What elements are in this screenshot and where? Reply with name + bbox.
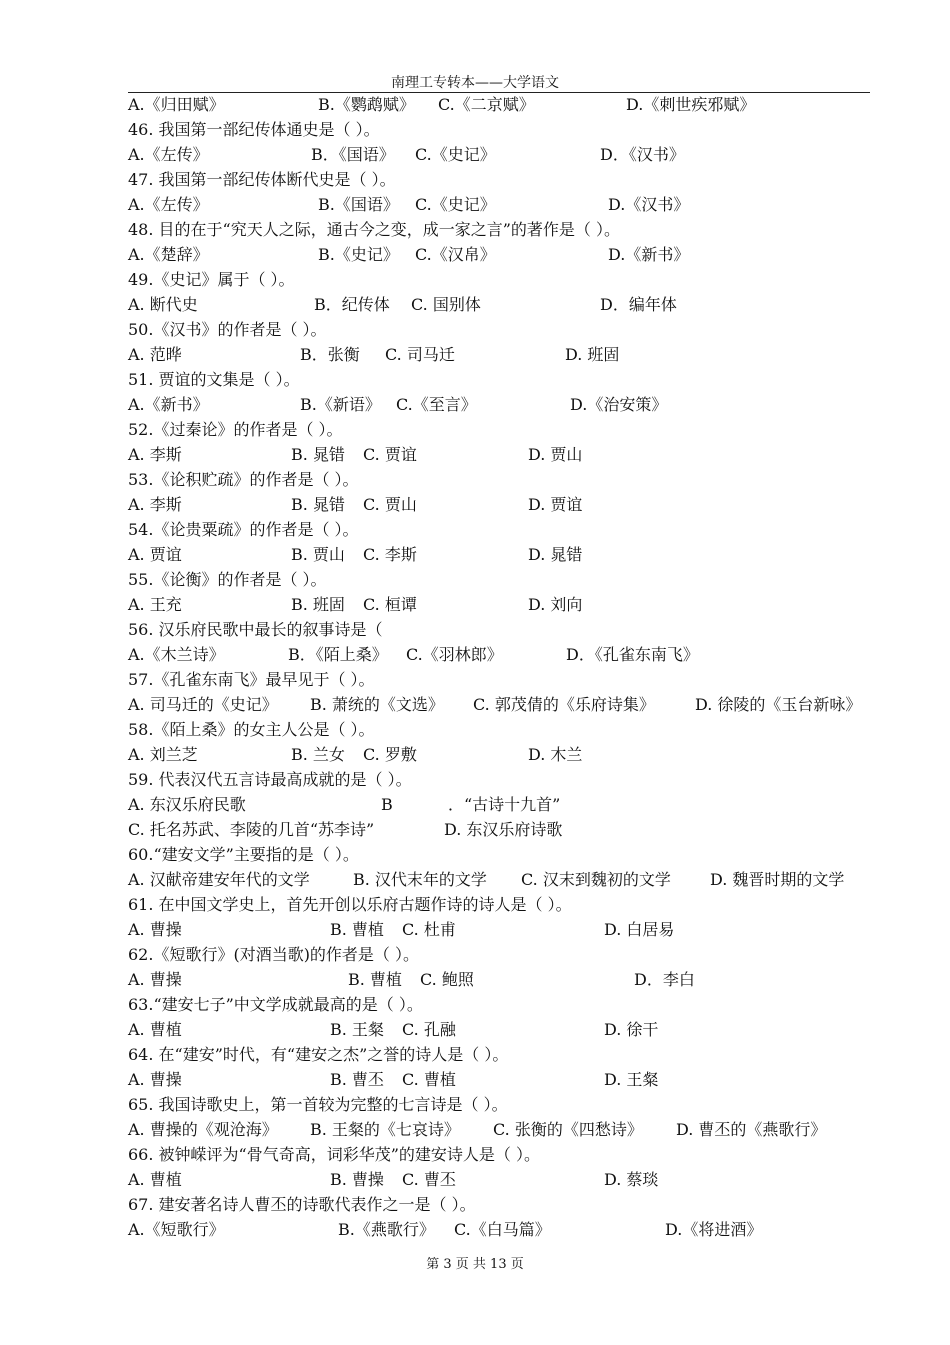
answer-options-row <box>128 292 888 317</box>
answer-options-row <box>128 92 888 117</box>
answer-option: C.《史记》 <box>415 195 496 214</box>
answer-options-row <box>128 1067 888 1092</box>
answer-options-row <box>128 542 888 567</box>
answer-option: B.《燕歌行》 <box>338 1220 435 1239</box>
answer-option: B. 班固 <box>291 595 345 614</box>
answer-option: A.《左传》 <box>128 145 209 164</box>
answer-option: C. 罗敷 <box>363 745 417 764</box>
answer-option: B. 王粲 <box>330 1020 384 1039</box>
question-text: 48. 目的在于“究天人之际，通古今之变，成一家之言”的著作是（ ）。 <box>128 220 620 239</box>
answer-option: C. 托名苏武、李陵的几首“苏李诗” <box>128 820 375 839</box>
answer-option: D.《新书》 <box>608 245 690 264</box>
answer-option: D.《治安策》 <box>570 395 668 414</box>
answer-option: A. 汉献帝建安年代的文学 <box>128 870 310 889</box>
answer-option: A.《左传》 <box>128 195 209 214</box>
answer-option: D. 王粲 <box>604 1070 659 1089</box>
question-text: 50.《汉书》的作者是（ ）。 <box>128 320 327 339</box>
answer-option: A.《楚辞》 <box>128 245 209 264</box>
question-text: 65. 我国诗歌史上，第一首较为完整的七言诗是（ ）。 <box>128 1095 508 1114</box>
answer-option: D.《刺世疾邪赋》 <box>626 95 756 114</box>
question-text: 47. 我国第一部纪传体断代史是（ ）。 <box>128 170 396 189</box>
answer-option: C. 李斯 <box>363 545 417 564</box>
answer-option: B. 曹操 <box>330 1170 384 1189</box>
answer-option: ．“古诗十九首” <box>448 795 561 814</box>
answer-option: B. 曹植 <box>330 920 384 939</box>
question-text: 46. 我国第一部纪传体通史是（ ）。 <box>128 120 380 139</box>
answer-option: B. 曹丕 <box>330 1070 384 1089</box>
answer-option: C.《白马篇》 <box>454 1220 551 1239</box>
answer-options-row <box>128 1167 888 1192</box>
answer-option: C.《至言》 <box>396 395 477 414</box>
question-list <box>128 92 888 1242</box>
answer-option: B. 汉代末年的文学 <box>353 870 487 889</box>
answer-option: C. 贾山 <box>363 495 417 514</box>
answer-options-row <box>128 392 888 417</box>
answer-options-row <box>128 592 888 617</box>
question-text: 56. 汉乐府民歌中最长的叙事诗是（ <box>128 620 383 639</box>
answer-option: C. 曹丕 <box>402 1170 456 1189</box>
answer-option: D．编年体 <box>600 295 677 314</box>
answer-option: A. 曹操 <box>128 970 182 989</box>
answer-option: B. 晁错 <box>291 445 345 464</box>
answer-option: D. 晁错 <box>528 545 583 564</box>
answer-option: B <box>381 795 393 814</box>
answer-option: A.《归田赋》 <box>128 95 225 114</box>
answer-option: D．《孔雀东南飞》 <box>566 645 699 664</box>
answer-option: D. 班固 <box>565 345 620 364</box>
answer-option: C. 汉末到魏初的文学 <box>521 870 671 889</box>
page-header: 南理工专转本——大学语文 <box>391 75 559 91</box>
answer-option: C. 国别体 <box>411 295 481 314</box>
answer-option: D. 魏晋时期的文学 <box>710 870 845 889</box>
answer-options-row <box>128 1117 888 1142</box>
answer-option: A. 范晔 <box>128 345 182 364</box>
answer-option: D. 贾山 <box>528 445 583 464</box>
answer-option: B. 兰女 <box>291 745 345 764</box>
answer-option: A.《短歌行》 <box>128 1220 225 1239</box>
answer-option: A. 曹操 <box>128 1070 182 1089</box>
answer-option: A. 东汉乐府民歌 <box>128 795 246 814</box>
answer-option: B．张衡 <box>300 345 360 364</box>
answer-option: D.《将进酒》 <box>665 1220 763 1239</box>
answer-option: C.《羽林郎》 <box>406 645 503 664</box>
answer-option: A. 贾谊 <box>128 545 182 564</box>
answer-option: C. 孔融 <box>402 1020 456 1039</box>
answer-options-row <box>128 1217 888 1242</box>
answer-option: C.《汉帛》 <box>415 245 496 264</box>
answer-option: A. 刘兰芝 <box>128 745 198 764</box>
answer-option: D. 木兰 <box>528 745 583 764</box>
question-text: 55.《论衡》的作者是（ ）。 <box>128 570 327 589</box>
answer-option: D. 徐干 <box>604 1020 659 1039</box>
answer-options-row <box>128 192 888 217</box>
answer-option: B．《陌上桑》 <box>288 645 388 664</box>
question-text: 58.《陌上桑》的女主人公是（ ）。 <box>128 720 375 739</box>
answer-option: A. 曹操的《观沧海》 <box>128 1120 278 1139</box>
answer-option: B. 萧统的《文选》 <box>310 695 444 714</box>
answer-options-row <box>128 917 888 942</box>
question-text: 54.《论贵粟疏》的作者是（ ）。 <box>128 520 359 539</box>
question-text: 60.“建安文学”主要指的是（ ）。 <box>128 845 359 864</box>
question-text: 51. 贾谊的文集是（ ）。 <box>128 370 300 389</box>
answer-option: B．纪传体 <box>314 295 390 314</box>
answer-option: D. 徐陵的《玉台新咏》 <box>695 695 862 714</box>
answer-option: C. 贾谊 <box>363 445 417 464</box>
question-text: 63.“建安七子”中文学成就最高的是（ ）。 <box>128 995 423 1014</box>
answer-option: B.《史记》 <box>318 245 399 264</box>
answer-option: B.《新语》 <box>300 395 381 414</box>
answer-option: D.《汉书》 <box>608 195 690 214</box>
answer-option: B. 贾山 <box>291 545 345 564</box>
answer-option: B．《国语》 <box>311 145 395 164</box>
question-text: 59. 代表汉代五言诗最高成就的是（ ）。 <box>128 770 412 789</box>
answer-options-row <box>128 967 888 992</box>
answer-options-row <box>128 242 888 267</box>
answer-option: C. 张衡的《四愁诗》 <box>493 1120 643 1139</box>
answer-option: D. 东汉乐府诗歌 <box>444 820 563 839</box>
answer-option: D．《汉书》 <box>600 145 685 164</box>
answer-options-row <box>128 792 888 817</box>
answer-option: C. 司马迁 <box>385 345 455 364</box>
answer-option: D. 刘向 <box>528 595 583 614</box>
answer-option: B. 晁错 <box>291 495 345 514</box>
question-text: 52.《过秦论》的作者是（ ）。 <box>128 420 343 439</box>
answer-option: B. 王粲的《七哀诗》 <box>310 1120 460 1139</box>
answer-option: A.《木兰诗》 <box>128 645 225 664</box>
answer-options-row <box>128 492 888 517</box>
answer-option: A.《新书》 <box>128 395 209 414</box>
question-text: 64. 在“建安”时代，有“建安之杰”之誉的诗人是（ ）。 <box>128 1045 509 1064</box>
page-footer: 第 3 页 共 13 页 <box>426 1257 524 1272</box>
answer-option: C. 桓谭 <box>363 595 417 614</box>
answer-options-row <box>128 1017 888 1042</box>
answer-option: D. 贾谊 <box>528 495 583 514</box>
answer-option: C. 鲍照 <box>420 970 474 989</box>
question-text: 67. 建安著名诗人曹丕的诗歌代表作之一是（ ）。 <box>128 1195 476 1214</box>
answer-option: C. 曹植 <box>402 1070 456 1089</box>
answer-options-row <box>128 742 888 767</box>
answer-options-row <box>128 442 888 467</box>
question-text: 66. 被钟嵘评为“骨气奇高，词彩华茂”的建安诗人是（ ）。 <box>128 1145 540 1164</box>
answer-option: C. 郭茂倩的《乐府诗集》 <box>473 695 655 714</box>
answer-option: B.《国语》 <box>318 195 399 214</box>
question-text: 53.《论积贮疏》的作者是（ ）。 <box>128 470 359 489</box>
answer-option: C.《史记》 <box>415 145 496 164</box>
question-text: 61. 在中国文学史上，首先开创以乐府古题作诗的诗人是（ ）。 <box>128 895 572 914</box>
answer-option: D. 白居易 <box>604 920 675 939</box>
answer-options-row <box>128 692 888 717</box>
answer-option: A. 李斯 <box>128 495 182 514</box>
answer-options-row <box>128 342 888 367</box>
answer-option: A. 曹植 <box>128 1170 182 1189</box>
answer-option: A. 王充 <box>128 595 182 614</box>
answer-option: A. 司马迁的《史记》 <box>128 695 278 714</box>
answer-option: A. 断代史 <box>128 295 198 314</box>
question-text: 57.《孔雀东南飞》最早见于（ ）。 <box>128 670 375 689</box>
question-text: 62.《短歌行》(对酒当歌)的作者是（ ）。 <box>128 945 420 964</box>
answer-option: D. 蔡琰 <box>604 1170 659 1189</box>
answer-option: D. 曹丕的《燕歌行》 <box>676 1120 827 1139</box>
question-text: 49.《史记》属于（ ）。 <box>128 270 295 289</box>
answer-option: A. 曹植 <box>128 1020 182 1039</box>
answer-options-row <box>128 817 888 842</box>
answer-option: C.《二京赋》 <box>438 95 535 114</box>
answer-options-row <box>128 867 888 892</box>
answer-option: B. 曹植 <box>348 970 402 989</box>
answer-options-row <box>128 642 888 667</box>
answer-option: C. 杜甫 <box>402 920 456 939</box>
answer-options-row <box>128 142 888 167</box>
answer-option: B.《鹦鹉赋》 <box>318 95 415 114</box>
answer-option: A. 曹操 <box>128 920 182 939</box>
answer-option: D．李白 <box>634 970 695 989</box>
answer-option: A. 李斯 <box>128 445 182 464</box>
